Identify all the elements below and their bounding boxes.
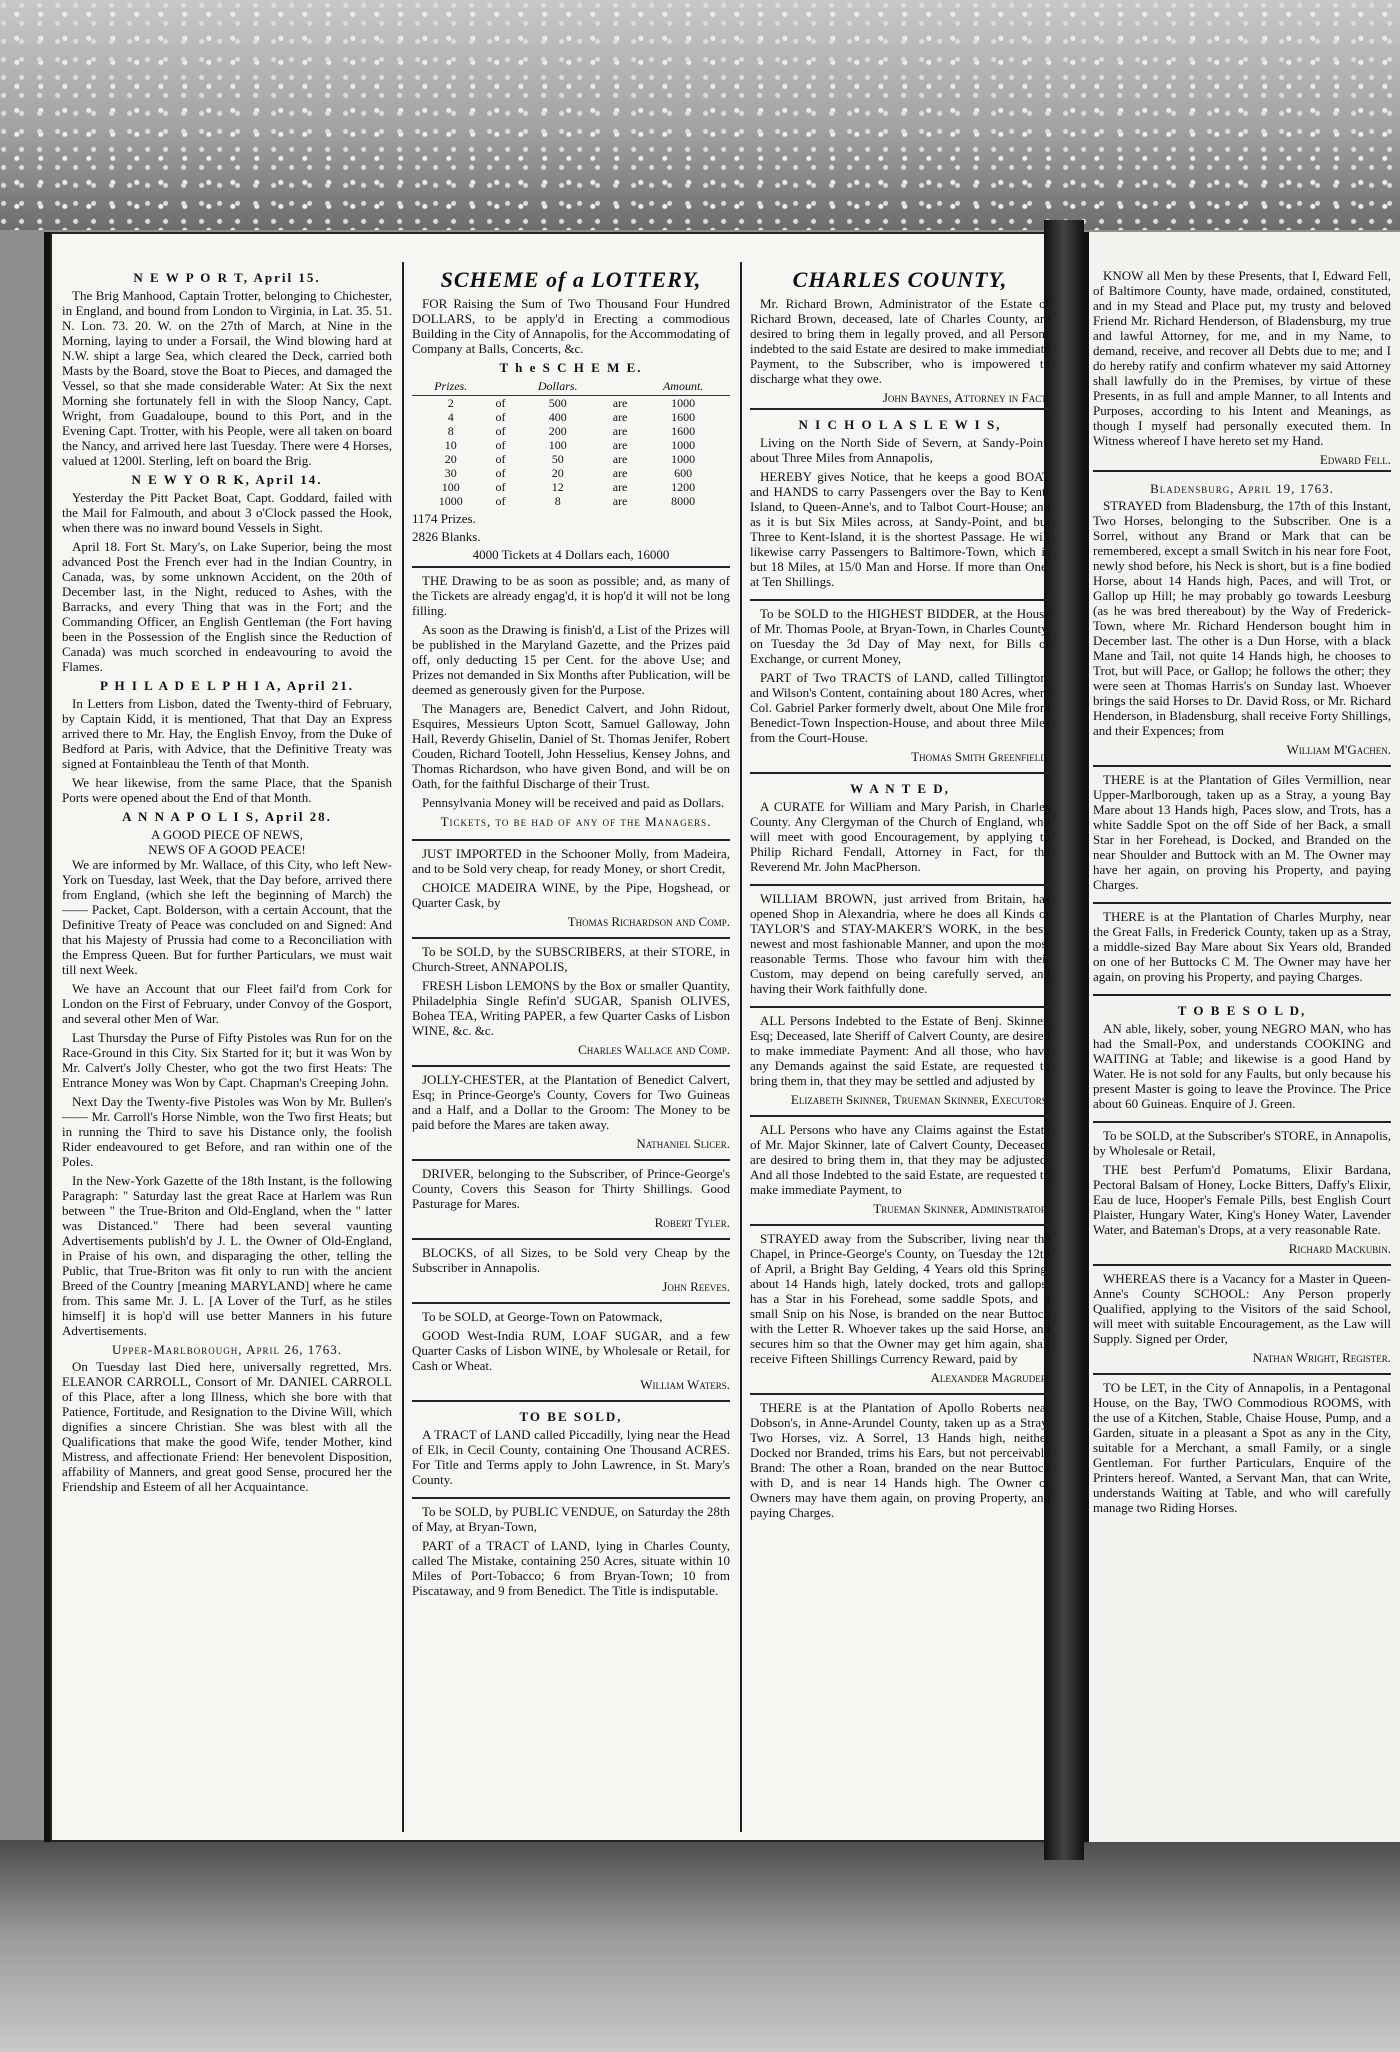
table-cell: 100 (441, 480, 460, 494)
table-cell: 30 (444, 466, 457, 480)
page-gutter (1044, 220, 1084, 1860)
advertisement (412, 1302, 730, 1397)
advertisement (1093, 902, 1391, 991)
ad-signature: Nathan Wright, Register. (1252, 1350, 1391, 1365)
table-row (412, 438, 730, 452)
advertisement (412, 1159, 730, 1235)
advertisement (750, 884, 1050, 1003)
article-paragraph: Tickets, to be had of any of the Managers. (440, 814, 712, 829)
dateline-marlborough: Upper-Marlborough, April 26, 1763. (112, 1342, 342, 1357)
advertisement (750, 1006, 1050, 1112)
ad-signature: John Baynes, Attorney in Fact. (882, 390, 1050, 405)
table-cell: 100 (548, 438, 567, 452)
dateline-philadelphia: P H I L A D E L P H I A, April 21. (99, 678, 355, 693)
table-cell: 600 (674, 466, 693, 480)
advertisement (412, 1400, 730, 1494)
ad-heading: To be SOLD, by PUBLIC VENDUE, on Saturday the 28th of May, at Bryan-Town, (412, 1504, 730, 1534)
scheme-heading: T h e S C H E M E. (499, 360, 643, 375)
article-paragraph: We have an Account that our Fleet fail'd from Cork for London on the First of February, under Convoy of the Gosport, and several other Men of War. (62, 981, 392, 1026)
subheading: A GOOD PIECE OF NEWS, (150, 827, 304, 842)
ad-body: THERE is at the Plantation of Charles Murphy, near the Great Falls, in Frederick County, taken up as a Stray, a middle-sized Bay Mare about Six Years old, Branded on one of her Buttocks C M. The Owner may have her again, on proving his Property, and paying Charges. (1093, 909, 1391, 984)
table-cell: of (495, 452, 506, 466)
dateline-newport: N E W P O R T, April 15. (133, 270, 321, 285)
article-paragraph: On Tuesday last Died here, universally regretted, Mrs. ELEANOR CARROLL, Consort of Mr. DANIEL CARROLL of this Place, after a long Illness, which she bore with that Patience, Fortitude, and Resignation to the Divine Will, which dignifies a sincere Christian. She was blest with all the Qualifications that make the good Wife, tender Mother, kind Mistress, and affectionate Friend: Her benevolent Disposition, affability of Manners, and great good Sense, procured her the Friendship and Esteem of all her Acquaintance. (62, 1359, 392, 1494)
lottery-intro: FOR Raising the Sum of Two Thousand Four Hundred DOLLARS, to be apply'd in Erecting a commodious Building in the City of Annapolis, for the Accommodating of Company at Balls, Concerts, &c. (412, 296, 730, 356)
table-row (412, 410, 730, 424)
ad-signature: Nathaniel Slicer. (636, 1136, 730, 1151)
table-cell: of (495, 438, 506, 452)
ad-body: PART of a TRACT of LAND, lying in Charles County, called The Mistake, containing 250 Acres, situate within 10 Miles of Port-Tobacco; 6 from Bryan-Town; 10 from Piscataway, and 9 from Benedict. The Title is indisputable. (412, 1538, 730, 1598)
table-cell: of (495, 396, 506, 410)
article-paragraph: Next Day the Twenty-five Pistoles was Won by Mr. Bullen's —— Mr. Carroll's Horse Nimble, won the Two first Heats; but in running the Third to save his Distance only, the foolish Rider endeavoured to get Before, and ran within one of the Poles. (62, 1094, 392, 1169)
ad-body: CHOICE MADEIRA WINE, by the Pipe, Hogshead, or Quarter Cask, by (412, 880, 730, 910)
ad-signature: William Waters. (640, 1377, 730, 1392)
ad-body: STRAYED away from the Subscriber, living near the Chapel, in Prince-George's County, on Tuesday the 12th of April, a Bright Bay Gelding, 4 Years old this Spring, about 14 Hands high, lately docked, trots and gallops; has a Star in his Forehead, some saddle Spots, and a small Snip on his Nose, is branded on the near Buttock with the Letter R. Whoever takes up the said Horse, and secures him so that the Owner may get him again, shall receive Fifteen Shillings Currency Reward, paid by (750, 1231, 1050, 1366)
table-cell: of (495, 466, 506, 480)
table-cell: 10 (444, 438, 457, 452)
advertisement (1093, 994, 1391, 1118)
ad-body: STRAYED from Bladensburg, the 17th of this Instant, Two Horses, belonging to the Subscriber. One is a Sorrel, without any Brand or Mark that can be remembered, except a small Switch in his near fore Foot, newly shod before, his Neck is short, but is a fine bodied Horse, about 14 Hands high, Paces, and will Trot, or Gallop up Hill; he may probably go towards Leesburg (as he was bred thereabout) by the Way of Frederick-Town, where Mr. Richard Henderson bought him in December last. The other is a Dun Horse, with a black Mane and Tail, not quite 14 Hands high, he chooses to Trot, but will Pace, or Gallop; he follows the other; they were seen at Thomas Harris's on Sunday last. Whoever brings the said Horses to Dr. David Ross, or Mr. Richard Henderson, in Bladensburg, shall receive Forty Shillings, and their Expences; from (1093, 498, 1391, 738)
ad-body: WILLIAM BROWN, just arrived from Britain, has opened Shop in Alexandria, where he does all Kinds of TAYLOR'S and STAY-MAKER'S WORK, in the best, newest and most fashionable Manner, and upon the most reasonable Terms. Those who favour him with their Custom, may depend on being carefully served, and having their Work faithfully done. (750, 891, 1050, 996)
ad-body: JOLLY-CHESTER, at the Plantation of Benedict Calvert, Esq; in Prince-George's County, Covers for Two Guineas and a Half, and a Dollar to the Groom: The Money to be paid before the Mares are taken away. (412, 1072, 730, 1132)
table-cell: 400 (548, 410, 567, 424)
ad-body: DRIVER, belonging to the Subscriber, of Prince-George's County, Covers this Season for Thirty Shillings. Good Pasturage for Mares. (412, 1166, 730, 1211)
table-cell: 500 (548, 396, 567, 410)
table-row (412, 466, 730, 480)
table-cell: 12 (551, 480, 564, 494)
ad-body: ALL Persons Indebted to the Estate of Benj. Skinner, Esq; Deceased, late Sheriff of Calvert County, are desired to make immediate Payment: And all those, who have any Demands against the said Estate, are requested to bring them in, that they may be settled and adjusted by (750, 1013, 1050, 1088)
ad-body: WHEREAS there is a Vacancy for a Master in Queen-Anne's County SCHOOL: Any Person properly Qualified, applying to the Visitors of the said School, will meet with suitable Encouragement, as the Law will Supply. Signed per Order, (1093, 1271, 1391, 1346)
article-paragraph: Yesterday the Pitt Packet Boat, Capt. Goddard, failed with the Mail for Falmouth, and about 3 o'Clock passed the Hook, when there was no inward bound Vessels in Sight. (62, 490, 392, 535)
ad-body: TO be LET, in the City of Annapolis, in a Pentagonal House, on the Bay, TWO Commodious ROOMS, with the use of a Kitchen, Stable, Chaise House, Pump, and a Garden, situate in a pleasant a Spot as any in the City, suitable for a Merchant, a small Family, or a single Gentleman. For further Particulars, Enquire of the Printers hereof. Wanted, a Servant Man, that can Write, understands Waiting at Table, and who will carefully manage two Riding Horses. (1093, 1380, 1391, 1515)
table-cell: 8 (447, 424, 454, 438)
article-paragraph: We are informed by Mr. Wallace, of this City, who left New-York on Tuesday, last Week, that the Day before, arrived there from England, (which she left the beginning of March) the —— Packet, Capt. Bolderson, with a certain Account, that the Definitive Treaty of Peace was concluded on and Signed: And that his Majesty of Prussia had come to a Reconciliation with the Empress Queen. But for further Particulars, we must wait till next Week. (62, 857, 392, 977)
scheme-column-header: Prizes. (412, 378, 489, 396)
table-row (412, 396, 730, 411)
ad-heading: CHARLES COUNTY, (792, 268, 1008, 292)
dateline-annapolis: A N N A P O L I S, April 28. (122, 809, 332, 824)
table-cell: 4 (447, 410, 454, 424)
article-paragraph: Last Thursday the Purse of Fifty Pistoles was Run for on the Race-Ground in this City. Six Started for it; but it was Won by Mr. Calvert's Jolly Chester, who got the two first Heats: The Entrance Money was Won by Capt. Chapman's Creeping John. (62, 1030, 392, 1090)
ad-body: THE best Perfum'd Pomatums, Elixir Bardana, Pectoral Balsam of Honey, Locke Bitters, Daffy's Elixir, Eau de luce, Hooper's Female Pills, best English Court Plaister, Hungary Water, King's Honey Water, Lavender Water, and Bateman's Drops, at a very reasonable Rate. (1093, 1162, 1391, 1237)
ad-signature: Richard Mackubin. (1288, 1241, 1391, 1256)
table-cell: 8 (554, 494, 561, 508)
news-column-1 (62, 268, 392, 1823)
ad-heading: T O B E S O L D, (1177, 1003, 1307, 1018)
news-column-3 (750, 268, 1050, 1823)
table-cell: 8000 (671, 494, 696, 508)
ad-heading: To be SOLD, at George-Town on Patowmack, (422, 1309, 663, 1324)
scan-background-top (0, 0, 1400, 230)
table-cell: 1600 (671, 424, 696, 438)
ad-signature: Trueman Skinner, Administrator. (873, 1201, 1050, 1216)
dateline-newyork: N E W Y O R K, April 14. (131, 472, 323, 487)
table-cell: 1000 (671, 438, 696, 452)
table-cell: of (495, 424, 506, 438)
ad-body: A TRACT of LAND called Piccadilly, lying near the Head of Elk, in Cecil County, containing One Thousand ACRES. For Title and Terms apply to John Lawrence, in St. Mary's County. (412, 1427, 730, 1487)
lottery-scheme-table (412, 378, 730, 508)
ad-body: THERE is at the Plantation of Apollo Roberts near Dobson's, in Anne-Arundel County, taken up as a Stray, Two Horses, viz. A Sorrel, 13 Hands high, neither Docked nor Branded, trims his Ears, but not perceivable Brand: The other a Roan, branded on the near Buttock with D, and is near 14 Hands high. The Owner or Owners may have them again, on proving Property, and paying Charges. (750, 1400, 1050, 1520)
advertisement (1093, 1373, 1391, 1522)
total-prizes: 1174 Prizes. (412, 511, 476, 526)
advertisement (412, 839, 730, 934)
table-cell: 200 (548, 424, 567, 438)
table-cell: are (612, 466, 628, 480)
ad-heading: JUST IMPORTED in the Schooner Molly, from Madeira, and to be Sold very cheap, for ready Money, or short Credit, (412, 846, 730, 876)
advertisement (412, 1497, 730, 1605)
table-cell: of (495, 410, 506, 424)
advertisement (750, 1393, 1050, 1527)
ad-body: Mr. Richard Brown, Administrator of the Estate of Richard Brown, deceased, late of Charles County, are desired to bring them in legally proved, and all Persons indebted to the said Estate are desired to make immediate Payment, to the Subscriber, who is impowered to discharge what they owe. (750, 296, 1050, 386)
advertisement (750, 772, 1050, 881)
table-cell: are (612, 410, 628, 424)
advertisement (412, 1065, 730, 1156)
ad-body: KNOW all Men by these Presents, that I, Edward Fell, of Baltimore County, have made, ordained, constituted, and in my Stead and Place put, my trusty and beloved Friend Mr. Richard Henderson, of Bladensburg, my true and lawful Attorney, for me, and in my Name, to demand, receive, and recover all Debts due to me; and I do hereby ratify and confirm whatever my said Attorney shall lawfully do in the Premises, by virtue of these Presents, in as full and ample Manner, to all Intents and Purposes, according to his Intent and Meanings, as though I myself had personally executed them. In Witness whereof I have hereto set my Hand. (1093, 268, 1391, 448)
ad-signature: Thomas Richardson and Comp. (567, 914, 730, 929)
table-cell: are (612, 396, 628, 410)
scheme-column-header: Amount. (636, 378, 730, 396)
table-cell: are (612, 480, 628, 494)
subheading: NEWS OF A GOOD PEACE! (148, 842, 306, 857)
table-row (412, 424, 730, 438)
column-rule (402, 262, 404, 1832)
advertisement (1093, 1121, 1391, 1261)
ad-signature: John Reeves. (662, 1279, 730, 1294)
ad-body: AN able, likely, sober, young NEGRO MAN, who has had the Small-Pox, and understands COOKING and WAITING at Table; and likewise is a good Hand by Water. He is not sold for any Faults, but only because his present Master is going to leave the Province. The Price about 60 Guineas. Enquire of J. Green. (1093, 1021, 1391, 1111)
table-row (412, 480, 730, 494)
total-blanks: 2826 Blanks. (412, 529, 481, 544)
table-row (412, 452, 730, 466)
article-paragraph: Pennsylvania Money will be received and paid as Dollars. (422, 795, 725, 810)
ticket-total: 4000 Tickets at 4 Dollars each, 16000 (472, 547, 670, 562)
ad-signature: Charles Wallace and Comp. (578, 1042, 730, 1057)
table-cell: are (612, 452, 628, 466)
advertisement (412, 1238, 730, 1299)
advertisement (750, 599, 1050, 769)
ad-dateline: Bladensburg, April 19, 1763. (1150, 481, 1334, 496)
ad-signature: Alexander Magruder. (930, 1370, 1050, 1385)
news-column-4 (1093, 268, 1391, 1823)
advertisement (1093, 765, 1391, 899)
ad-body: THERE is at the Plantation of Giles Vermillion, near Upper-Marlborough, taken up as a Stray, a young Bay Mare about 13 Hands high, Paces slow, and Trots, has a white Saddle Spot on the off Side of her Back, a small Star in her Forehead, is Docked, and Branded on the near Shoulder and Buttock with an M. The Owner may have her again, on proving his Property, and paying Charges. (1093, 772, 1391, 892)
ad-body: HEREBY gives Notice, that he keeps a good BOAT and HANDS to carry Passengers over the Bay to Kent-Island, to Queen-Anne's, and to Talbot Court-House; and as it is but Six Miles across, at Sandy-Point, and but Three to Kent-Island, it is the shortest Passage. He will likewise carry Passengers to Baltimore-Town, which is but 18 Miles, at 15/0 Man and Horse. If more than One, at Ten Shillings. (750, 469, 1050, 589)
table-cell: 1600 (671, 410, 696, 424)
ad-body: FRESH Lisbon LEMONS by the Box or smaller Quantity, Philadelphia Single Refin'd SUGAR, Spanish OLIVES, Bohea TEA, Writing PAPER, a few Quarter Casks of Lisbon WINE, &c. &c. (412, 978, 730, 1038)
article-paragraph: The Managers are, Benedict Calvert, and John Ridout, Esquires, Messieurs Upton Scott, Samuel Galloway, John Hall, Reverdy Ghiselin, Daniel of St. Thomas Jenifer, Robert Couden, Richard Tootell, John Hesselius, Kensey Johns, and Thomas Richardson, who have given Bond, and will be on Oath, for the faithful Discharge of their Trust. (412, 701, 730, 791)
table-cell: 20 (551, 466, 564, 480)
table-cell: 1000 (438, 494, 463, 508)
advertisement (750, 408, 1050, 596)
ad-body: ALL Persons who have any Claims against the Estate of Mr. Major Skinner, late of Calvert County, Deceased, are desired to bring them in, that they may be adjusted: And all those Indebted to the said Estate, are requested to make immediate Payment, to (750, 1122, 1050, 1197)
article-paragraph: In Letters from Lisbon, dated the Twenty-third of February, by Captain Kidd, it is mentioned, That that Day an Express arrived there to Mr. Hay, the English Envoy, from the Duke of Bedford at Paris, with Advice, that the Definitive Treaty was signed at Fontainbleau the Tenth of that Month. (62, 696, 392, 771)
table-cell: 1200 (671, 480, 696, 494)
article-paragraph: THE Drawing to be as soon as possible; and, as many of the Tickets are already engag'd, it is hop'd it will not be long filling. (412, 573, 730, 618)
table-row (412, 494, 730, 508)
article-paragraph: The Brig Manhood, Captain Trotter, belonging to Chichester, in England, and bound from London to Virginia, in Lat. 35. 51. N. Lon. 73. 20. W. on the 27th of March, at Nine in the Morning, laying to under a Forsail, the Wind blowing hard at N.W. shipt a large Sea, which cleared the Deck, carried both Masts by the Board, stove the Boat to Pieces, and damaged the Vessel, so that she made considerable Water: At Six the next Morning she fortunately fell in with the Sloop Nancy, Capt. Wright, from Guadaloupe, bound to this Port, and in the Evening Capt. Trotter, with his People, were all taken on board the Nancy, and arrived here last Tuesday. There were 4 Horses, valued at 1200l. Sterling, left on board the Brig. (62, 288, 392, 468)
advertisement (750, 1224, 1050, 1390)
ad-signature: Thomas Smith Greenfield. (911, 749, 1050, 764)
ad-heading: TO BE SOLD, (519, 1409, 623, 1424)
table-cell: 50 (551, 452, 564, 466)
ad-heading: To be SOLD to the HIGHEST BIDDER, at the House of Mr. Thomas Poole, at Bryan-Town, in Charles County, on Tuesday the 3d Day of May next, for Bills of Exchange, or current Money, (750, 606, 1050, 666)
ad-heading: To be SOLD, by the SUBSCRIBERS, at their STORE, in Church-Street, ANNAPOLIS, (412, 944, 730, 974)
lottery-notice (412, 566, 730, 836)
news-column-2 (412, 268, 730, 1823)
lottery-title: SCHEME of a LOTTERY, (440, 268, 702, 292)
ad-body: GOOD West-India RUM, LOAF SUGAR, and a few Quarter Casks of Lisbon WINE, by Wholesale or Retail, for Cash or Wheat. (412, 1328, 730, 1373)
table-cell: 1000 (671, 396, 696, 410)
scan-background-bottom (0, 1840, 1400, 2052)
article-paragraph: We hear likewise, from the same Place, that the Spanish Ports were opened about the End of that Month. (62, 775, 392, 805)
ad-body: PART of Two TRACTS of LAND, called Tillington, and Wilson's Content, containing about 180 Acres, where Col. Gabriel Parker formerly dwelt, about One Mile from Benedict-Town Inspection-House, and about three Miles from the Court-House. (750, 670, 1050, 745)
ad-signature: Robert Tyler. (654, 1215, 730, 1230)
article-paragraph: As soon as the Drawing is finish'd, a List of the Prizes will be published in the Maryland Gazette, and the Prizes paid off, only deducting 15 per Cent. for the above Use; and Prizes not demanded in Six Months after Publication, will be deemed as generously given for the Purpose. (412, 622, 730, 697)
ad-signature: Elizabeth Skinner, Trueman Skinner, Executors. (790, 1092, 1050, 1107)
ad-heading: To be SOLD, at the Subscriber's STORE, in Annapolis, by Wholesale or Retail, (1093, 1128, 1391, 1158)
article-paragraph: April 18. Fort St. Mary's, on Lake Superior, being the most advanced Post the French ever had in the Indian Country, in Canada, was, by some unknown Accident, on the 20th of December last, in the Night, reduced to Ashes, with the Barracks, and every Thing that was in the Fort; and the Commanding Officer, an English Gentleman (the Fort having been in the Possession of the English since the Reduction of Canada) was much scorched in endeavouring to avoid the Flames. (62, 539, 392, 674)
scheme-column-header: Dollars. (512, 378, 604, 396)
column-rule (740, 262, 742, 1832)
table-cell: are (612, 424, 628, 438)
scheme-column-header (604, 378, 636, 396)
table-cell: of (495, 494, 506, 508)
ad-heading: N I C H O L A S L E W I S, (798, 417, 1002, 432)
table-cell: 20 (444, 452, 457, 466)
table-cell: are (612, 494, 628, 508)
ad-heading: W A N T E D, (850, 781, 950, 796)
ad-signature: William M'Gachen. (1286, 742, 1391, 757)
table-cell: are (612, 438, 628, 452)
article-paragraph: In the New-York Gazette of the 18th Instant, is the following Paragraph: " Saturday last the great Race at Harlem was Run between " the True-Briton and Old-England, when the " latter was Distanced." There had been several vaunting Advertisements publish'd by J. L. the Owner of Old-England, in Praise of his own, and disparaging the other, telling the Public, that True-Briton was fit only to run with the ancient Breed of the Country [meaning MARYLAND] where he came from. This same Mr. J. L. [A Lover of the Turf, as he stiles himself] it is hop'd will use better Manners in his future Advertisements. (62, 1173, 392, 1338)
ad-body: A CURATE for William and Mary Parish, in Charles County. Any Clergyman of the Church of England, who will meet with good Encouragement, by applying to Philip Richard Fendall, Attorney in Fact, for the Reverend Mr. John MacPherson. (750, 799, 1050, 874)
scheme-column-header (489, 378, 511, 396)
advertisement (1093, 470, 1391, 762)
ad-body: BLOCKS, of all Sizes, to be Sold very Cheap by the Subscriber in Annapolis. (412, 1245, 730, 1275)
table-cell: of (495, 480, 506, 494)
advertisement (1093, 1264, 1391, 1370)
advertisement (750, 1115, 1050, 1221)
table-cell: 2 (447, 396, 454, 410)
advertisement (412, 937, 730, 1062)
ad-signature: Edward Fell. (1319, 452, 1391, 467)
ad-subheading: Living on the North Side of Severn, at Sandy-Point, about Three Miles from Annapolis, (750, 435, 1050, 465)
table-cell: 1000 (671, 452, 696, 466)
